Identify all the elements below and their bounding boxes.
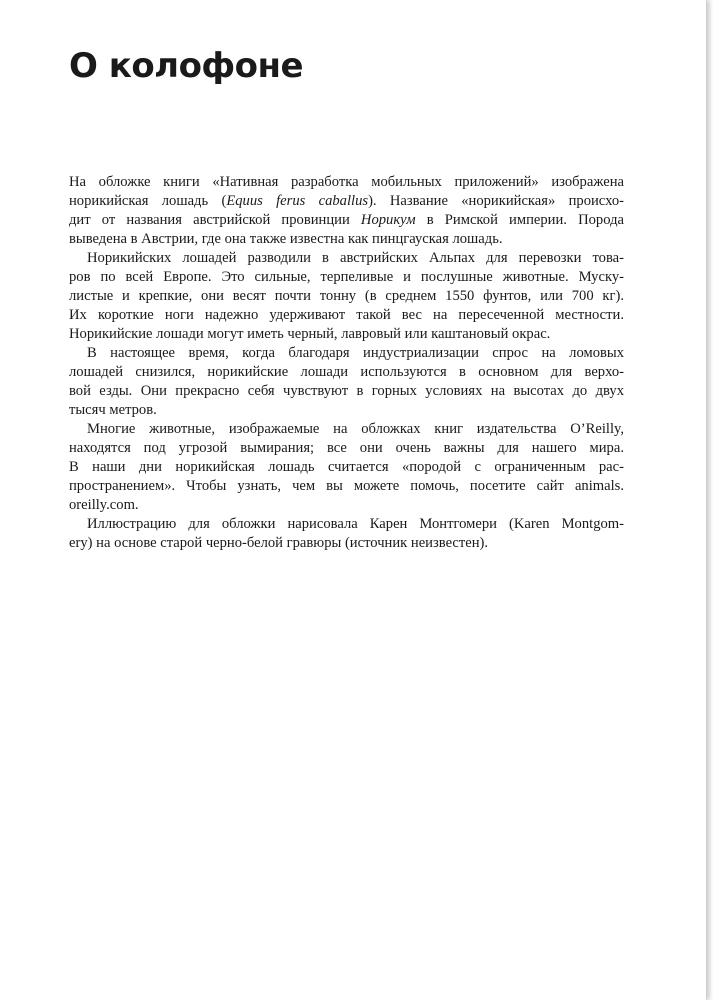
text-line: В настоящее время, когда благодаря индустриализации спрос на ломовых (87, 345, 624, 361)
text-line: На обложке книги «Нативная разработка мобильных приложений» изображена (69, 174, 624, 190)
text-line: норикийская лошадь (Equus ferus caballus). Название «норикийская» происхо- (69, 193, 624, 209)
text-line: находятся под угрозой вымирания; все они очень важны для нашего мира. (69, 440, 624, 456)
paragraph-1 (69, 173, 624, 249)
text-line: Норикийских лошадей разводили в австрийских Альпах для перевозки това- (87, 250, 624, 266)
paragraph-5 (69, 515, 624, 553)
paragraph-2 (69, 249, 624, 344)
text-line: ery) на основе старой черно-белой гравюры (источник неизвестен). (69, 535, 489, 551)
paragraph-4 (69, 420, 624, 515)
text-line: лошадей снизился, норикийские лошади используются в основном для верхо- (69, 364, 624, 380)
text-line: тысяч метров. (69, 402, 157, 418)
colophon-body (69, 173, 624, 553)
text-line: Их короткие ноги надежно удерживают такой вес на пересеченной местности. (69, 307, 624, 323)
text-line: дит от названия австрийской провинции Норикум в Римской империи. Порода (69, 212, 624, 228)
latin-species-name: Equus ferus caballus (226, 193, 369, 209)
text-line: Иллюстрацию для обложки нарисовала Карен Монтгомери (Karen Montgom- (87, 516, 624, 532)
text-line: вой езды. Они прекрасно себя чувствуют в горных условиях на высотах до двух (69, 383, 624, 399)
text-line: Многие животные, изображаемые на обложках книг издательства O’Reilly, (87, 421, 624, 437)
text-line: В наши дни норикийская лошадь считается «породой с ограниченным рас- (69, 459, 624, 475)
text-line: oreilly.com. (69, 497, 139, 513)
province-name: Норикум (360, 212, 416, 228)
paragraph-3 (69, 344, 624, 420)
text-line: листые и крепкие, они весят почти тонну (в среднем 1550 фунтов, или 700 кг). (69, 288, 624, 304)
text-line: Норикийские лошади могут иметь черный, лавровый или каштановый окрас. (69, 326, 551, 342)
page-title: О колофоне (69, 46, 304, 86)
text-line: выведена в Австрии, где она также известна как пинцгауская лошадь. (69, 231, 503, 247)
text-line: пространением». Чтобы узнать, чем вы можете помочь, посетите сайт animals. (69, 478, 624, 494)
text-line: ров по всей Европе. Это сильные, терпеливые и послушные животные. Муску- (69, 269, 624, 285)
